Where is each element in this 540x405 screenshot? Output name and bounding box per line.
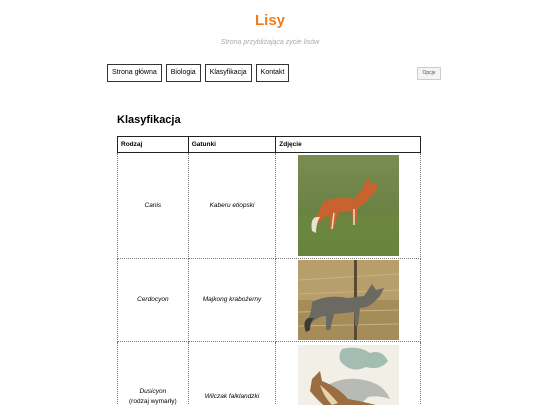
photo-cell xyxy=(276,153,421,259)
options-button[interactable]: Opcje xyxy=(417,67,441,80)
genus-name: Dusicyon xyxy=(139,387,167,395)
header-species: Gatunki xyxy=(188,137,276,153)
genus-cell xyxy=(118,342,189,405)
genus-note: (rodzaj wymarły) xyxy=(129,397,177,405)
genus-name: Canis xyxy=(144,201,162,209)
species-cell: Majkong krabożerny xyxy=(188,259,276,342)
genus-cell xyxy=(118,153,189,259)
genus-cell xyxy=(118,259,189,342)
photo-cell xyxy=(276,259,421,342)
main-nav xyxy=(107,64,289,82)
falkland-wolf-illustration xyxy=(298,345,399,405)
header-genus: Rodzaj xyxy=(118,137,189,153)
species-cell: Kaberu etiopski xyxy=(188,153,276,259)
table-row xyxy=(118,259,421,342)
classification-table xyxy=(117,136,421,405)
nav-home-button[interactable]: Strona główna xyxy=(107,64,162,82)
table-header-row xyxy=(118,137,421,153)
nav-contact-button[interactable]: Kontakt xyxy=(256,64,290,82)
photo-cell xyxy=(276,342,421,405)
site-title: Lisy xyxy=(254,12,285,29)
site-subtitle: Strona przybliżająca życie lisów xyxy=(220,39,320,46)
nav-biology-button[interactable]: Biologia xyxy=(166,64,201,82)
nav-classification-button[interactable]: Klasyfikacja xyxy=(205,64,252,82)
table-row xyxy=(118,153,421,259)
species-cell: Wilczak falklandzki xyxy=(188,342,276,405)
crab-eating-fox-photo xyxy=(298,260,399,340)
header-photo: Zdjęcie xyxy=(276,137,421,153)
ethiopian-wolf-photo xyxy=(298,155,399,256)
table-row xyxy=(118,342,421,405)
genus-name: Cerdocyon xyxy=(137,296,169,303)
section-title: Klasyfikacja xyxy=(117,114,181,126)
